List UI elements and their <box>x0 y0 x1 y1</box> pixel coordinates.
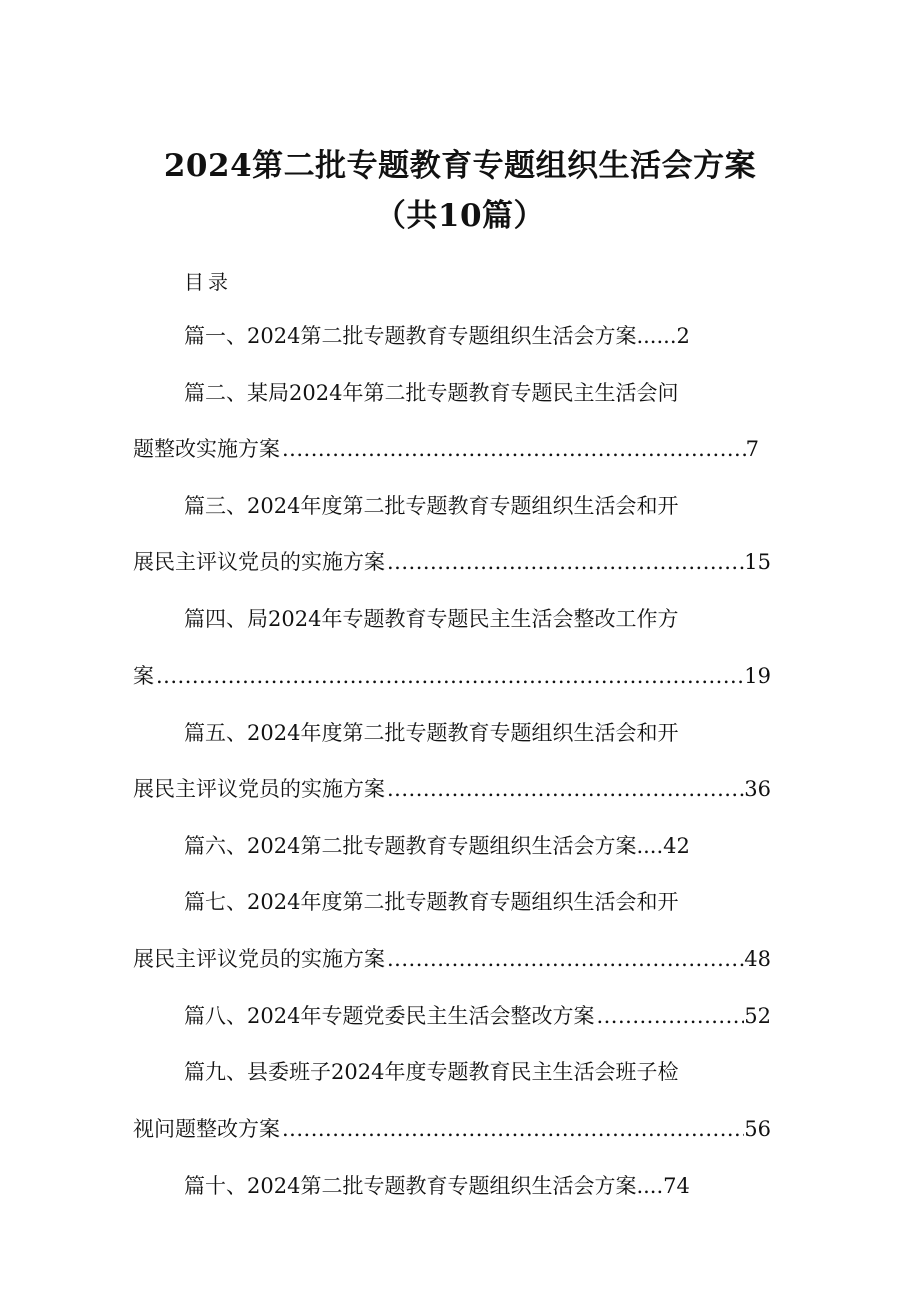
leader-dots <box>385 774 744 804</box>
toc-entry-7-line-1[interactable]: 篇七、2024年度第二批专题教育专题组织生活会和开 <box>184 890 679 914</box>
leader-dots <box>594 1001 744 1031</box>
toc-entry-text: 案 <box>133 664 154 688</box>
toc-entry-9-line-1[interactable]: 篇九、县委班子2024年度专题教育民主生活会班子检 <box>184 1060 679 1084</box>
toc-entry-text: 题整改实施方案 <box>133 437 280 461</box>
page-number: 7 <box>745 437 759 461</box>
toc-label: 目录 <box>184 270 232 294</box>
leader-dots <box>280 1114 744 1144</box>
toc-entry-text: 篇八、2024年专题党委民主生活会整改方案 <box>184 1004 595 1028</box>
toc-entry-5-line-1[interactable]: 篇五、2024年度第二批专题教育专题组织生活会和开 <box>184 721 679 745</box>
toc-entry-2-line-1[interactable]: 篇二、某局2024年第二批专题教育专题民主生活会问 <box>184 381 679 405</box>
toc-entry-3-line-1[interactable]: 篇三、2024年度第二批专题教育专题组织生活会和开 <box>184 494 679 518</box>
toc-entry-4-line-1[interactable]: 篇四、局2024年专题教育专题民主生活会整改工作方 <box>184 607 679 631</box>
page-number: 15 <box>744 550 771 574</box>
page-number: 36 <box>744 777 771 801</box>
toc-entry-4-line-2[interactable] <box>133 661 771 691</box>
title-line-2: （共10篇） <box>374 198 546 234</box>
toc-entry-10[interactable]: 篇十、2024第二批专题教育专题组织生活会方案....74 <box>184 1174 690 1198</box>
toc-entry-text: 展民主评议党员的实施方案 <box>133 777 385 801</box>
leader-dots <box>385 944 744 974</box>
title-line-1: 2024第二批专题教育专题组织生活会方案 <box>163 148 757 184</box>
page-number: 19 <box>744 664 771 688</box>
toc-entry-8[interactable] <box>184 1001 771 1031</box>
toc-entry-text: 视问题整改方案 <box>133 1117 280 1141</box>
toc-entry-text: 展民主评议党员的实施方案 <box>133 550 385 574</box>
leader-dots <box>280 434 746 464</box>
page-number: 56 <box>744 1117 771 1141</box>
toc-entry-2-line-2[interactable] <box>133 434 759 464</box>
leader-dots <box>154 661 744 691</box>
toc-entry-9-line-2[interactable] <box>133 1114 771 1144</box>
leader-dots <box>385 547 744 577</box>
toc-entry-3-line-2[interactable] <box>133 547 771 577</box>
toc-entry-1[interactable]: 篇一、2024第二批专题教育专题组织生活会方案......2 <box>184 324 690 348</box>
toc-entry-text: 展民主评议党员的实施方案 <box>133 947 385 971</box>
toc-entry-6[interactable]: 篇六、2024第二批专题教育专题组织生活会方案....42 <box>184 834 690 858</box>
toc-entry-7-line-2[interactable] <box>133 944 771 974</box>
toc-entry-5-line-2[interactable] <box>133 774 771 804</box>
page-number: 52 <box>744 1004 771 1028</box>
page-number: 48 <box>744 947 771 971</box>
